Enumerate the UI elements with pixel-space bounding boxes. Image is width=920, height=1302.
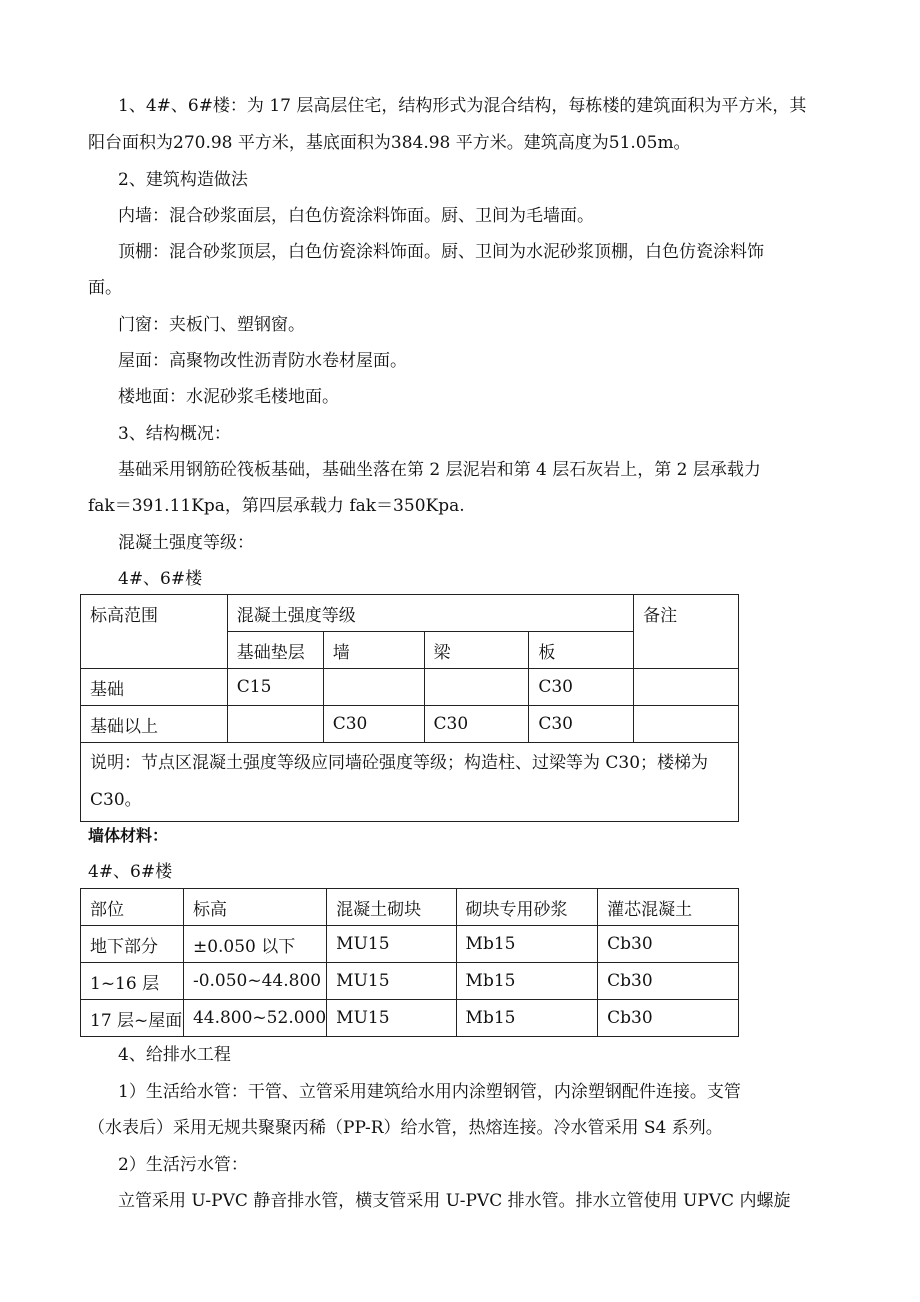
header-cell: 梁 — [424, 632, 529, 669]
table-cell: MU15 — [327, 1000, 456, 1037]
table-cell: 基础以上 — [81, 706, 228, 743]
header-cell-range: 标高范围 — [81, 595, 228, 669]
paragraph-roof: 屋面：高聚物改性沥青防水卷材屋面。 — [118, 351, 407, 371]
wall-material-table — [80, 888, 739, 1037]
header-cell: 部位 — [81, 889, 184, 926]
table-cell: Mb15 — [456, 926, 598, 963]
table-row — [81, 889, 739, 926]
table-cell: ±0.050 以下 — [183, 926, 326, 963]
section-heading-wall-materials: 墙体材料： — [88, 826, 169, 845]
table2-caption: 4#、6#楼 — [88, 862, 173, 882]
section-heading-structure: 3、结构概况： — [118, 424, 231, 444]
table-cell: C30 — [424, 706, 529, 743]
paragraph-ceiling: 顶棚：混合砂浆顶层，白色仿瓷涂料饰面。厨、卫间为水泥砂浆顶棚，白色仿瓷涂料饰 — [118, 242, 764, 262]
table-row — [81, 963, 739, 1000]
table-cell: 地下部分 — [81, 926, 184, 963]
paragraph-foundation: 基础采用钢筋砼筏板基础，基础坐落在第 2 层泥岩和第 4 层石灰岩上，第 2 层承载力 — [118, 460, 761, 480]
paragraph-concrete-grade-label: 混凝土强度等级： — [118, 533, 254, 553]
paragraph-building-overview: 1、4#、6#楼：为 17 层高层住宅，结构形式为混合结构，每栋楼的建筑面积为平方米，其 — [118, 96, 807, 116]
table-cell: 44.800~52.000 — [183, 1000, 326, 1037]
header-cell: 混凝土砌块 — [327, 889, 456, 926]
table-cell: C15 — [227, 669, 323, 706]
header-cell-note: 备注 — [634, 595, 739, 669]
table-row — [81, 1000, 739, 1037]
table-cell — [227, 706, 323, 743]
paragraph-water-supply-cont: （水表后）采用无规共聚聚丙稀（PP-R）给水管，热熔连接。冷水管采用 S4 系列。 — [88, 1118, 723, 1138]
table-cell: Mb15 — [456, 1000, 598, 1037]
paragraph-floor: 楼地面：水泥砂浆毛楼地面。 — [118, 387, 339, 407]
header-cell-grade: 混凝土强度等级 — [227, 595, 633, 632]
paragraph-foundation-cont: fak＝391.11Kpa，第四层承载力 fak＝350Kpa. — [88, 496, 465, 516]
table-cell: Cb30 — [598, 963, 739, 1000]
table-cell — [424, 669, 529, 706]
table-cell: 基础 — [81, 669, 228, 706]
table-cell: 1~16 层 — [81, 963, 184, 1000]
table-cell: C30 — [529, 706, 634, 743]
table-row — [81, 706, 739, 743]
section-heading-plumbing: 4、给排水工程 — [118, 1045, 231, 1065]
table-row — [81, 926, 739, 963]
table-cell — [634, 669, 739, 706]
table-cell: Cb30 — [598, 926, 739, 963]
table1-caption: 4#、6#楼 — [118, 569, 203, 589]
header-cell: 墙 — [323, 632, 424, 669]
section-heading-construction: 2、建筑构造做法 — [118, 170, 248, 190]
paragraph-ceiling-cont: 面。 — [88, 278, 122, 298]
table-cell: -0.050~44.800 — [183, 963, 326, 1000]
table-cell: MU15 — [327, 926, 456, 963]
paragraph-sewage: 立管采用 U-PVC 静音排水管，横支管采用 U-PVC 排水管。排水立管使用 UPVC 内螺旋 — [118, 1191, 791, 1211]
concrete-grade-table — [80, 594, 739, 822]
header-cell: 砌块专用砂浆 — [456, 889, 598, 926]
paragraph-doors-windows: 门窗：夹板门、塑钢窗。 — [118, 315, 305, 335]
table-row — [81, 595, 739, 632]
table-cell: MU15 — [327, 963, 456, 1000]
paragraph-interior-wall: 内墙：混合砂浆面层，白色仿瓷涂料饰面。厨、卫间为毛墙面。 — [118, 206, 594, 226]
table-cell: 17 层~屋面 — [81, 1000, 184, 1037]
paragraph-building-overview-cont: 阳台面积为270.98 平方米，基底面积为384.98 平方米。建筑高度为51.05m。 — [88, 133, 691, 153]
paragraph-water-supply: 1）生活给水管：干管、立管采用建筑给水用内涂塑钢管，内涂塑钢配件连接。支管 — [118, 1082, 741, 1102]
table-cell: C30 — [529, 669, 634, 706]
table-row — [81, 669, 739, 706]
header-cell: 标高 — [183, 889, 326, 926]
header-cell: 灌芯混凝土 — [598, 889, 739, 926]
table-cell: C30 — [323, 706, 424, 743]
table-cell — [323, 669, 424, 706]
header-cell: 基础垫层 — [227, 632, 323, 669]
table-cell — [634, 706, 739, 743]
table-cell: Mb15 — [456, 963, 598, 1000]
paragraph-sewage-heading: 2）生活污水管： — [118, 1155, 248, 1175]
header-cell: 板 — [529, 632, 634, 669]
table-remark: 说明：节点区混凝土强度等级应同墙砼强度等级；构造柱、过梁等为 C30；楼梯为 C30。 — [81, 743, 739, 822]
table-row — [81, 743, 739, 822]
table-cell: Cb30 — [598, 1000, 739, 1037]
